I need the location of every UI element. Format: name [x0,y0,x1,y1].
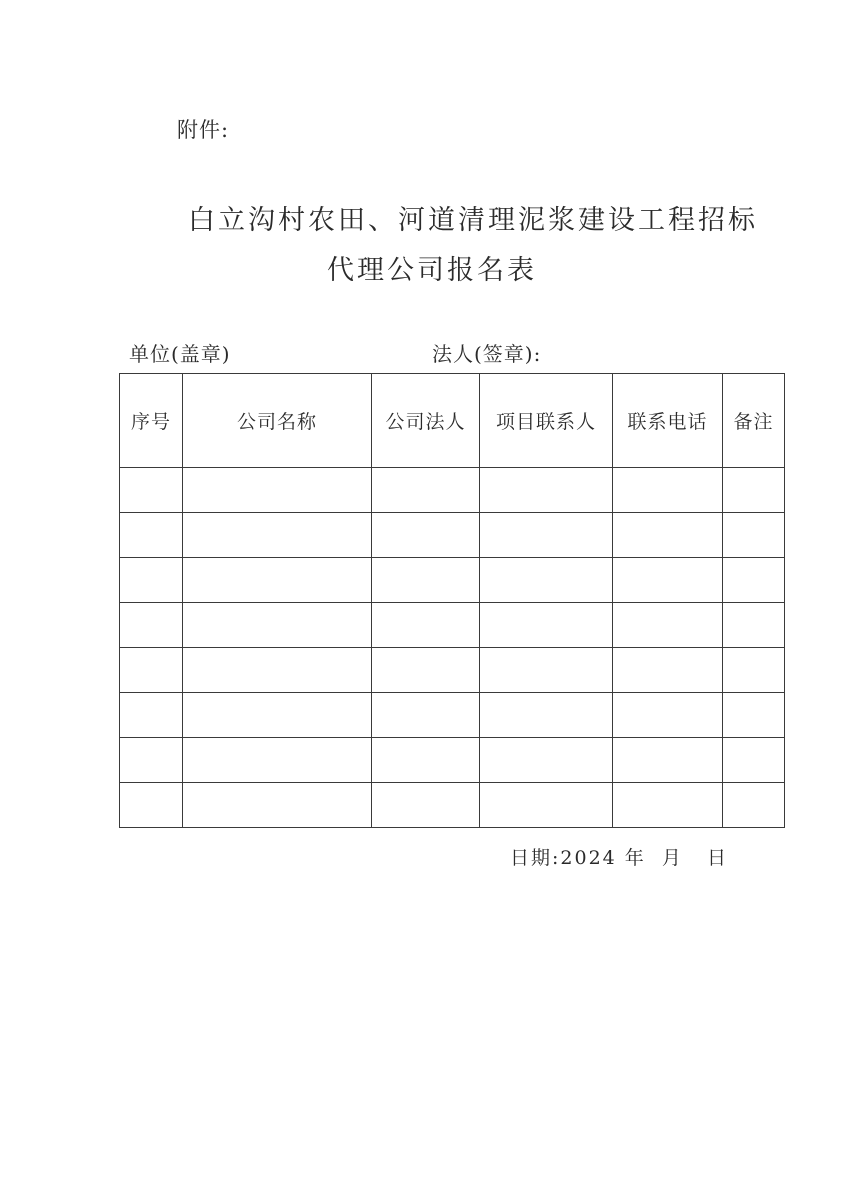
cell-project-contact[interactable] [480,558,613,603]
cell-serial-number[interactable] [120,693,183,738]
cell-project-contact[interactable] [480,468,613,513]
table-row [120,648,785,693]
cell-contact-phone[interactable] [613,513,723,558]
cell-contact-phone[interactable] [613,648,723,693]
cell-remarks[interactable] [723,558,785,603]
cell-company-name[interactable] [183,558,372,603]
cell-company-name[interactable] [183,603,372,648]
cell-serial-number[interactable] [120,603,183,648]
cell-company-name[interactable] [183,648,372,693]
cell-company-name[interactable] [183,738,372,783]
cell-remarks[interactable] [723,468,785,513]
cell-project-contact[interactable] [480,513,613,558]
header-contact-phone: 联系电话 [613,374,723,468]
cell-project-contact[interactable] [480,693,613,738]
cell-remarks[interactable] [723,738,785,783]
cell-serial-number[interactable] [120,783,183,828]
cell-project-contact[interactable] [480,738,613,783]
table-row [120,693,785,738]
cell-company-name[interactable] [183,783,372,828]
cell-contact-phone[interactable] [613,558,723,603]
cell-project-contact[interactable] [480,603,613,648]
table-row [120,783,785,828]
header-company-name: 公司名称 [183,374,372,468]
table-row [120,603,785,648]
cell-remarks[interactable] [723,648,785,693]
document-title-line2: 代理公司报名表 [327,255,537,286]
cell-remarks[interactable] [723,513,785,558]
cell-legal-representative[interactable] [372,783,480,828]
table-row [120,513,785,558]
cell-serial-number[interactable] [120,648,183,693]
cell-serial-number[interactable] [120,513,183,558]
cell-remarks[interactable] [723,603,785,648]
cell-legal-representative[interactable] [372,693,480,738]
table-row [120,468,785,513]
cell-legal-representative[interactable] [372,558,480,603]
cell-contact-phone[interactable] [613,468,723,513]
cell-contact-phone[interactable] [613,693,723,738]
registration-table [119,373,785,828]
unit-seal-label: 单位(盖章) [129,342,231,366]
document-title-line1: 白立沟村农田、河道清理泥浆建设工程招标 [188,205,758,236]
cell-serial-number[interactable] [120,468,183,513]
cell-legal-representative[interactable] [372,738,480,783]
cell-remarks[interactable] [723,693,785,738]
header-project-contact: 项目联系人 [480,374,613,468]
cell-legal-representative[interactable] [372,468,480,513]
attachment-label: 附件: [177,118,230,142]
cell-company-name[interactable] [183,693,372,738]
legal-person-signature-label: 法人(签章): [432,342,542,366]
cell-legal-representative[interactable] [372,603,480,648]
table-row [120,738,785,783]
cell-project-contact[interactable] [480,648,613,693]
cell-company-name[interactable] [183,468,372,513]
cell-remarks[interactable] [723,783,785,828]
header-legal-representative: 公司法人 [372,374,480,468]
table-row [120,558,785,603]
cell-project-contact[interactable] [480,783,613,828]
cell-contact-phone[interactable] [613,738,723,783]
table-header-row [120,374,785,468]
header-serial-number: 序号 [120,374,183,468]
cell-legal-representative[interactable] [372,513,480,558]
cell-legal-representative[interactable] [372,648,480,693]
cell-serial-number[interactable] [120,738,183,783]
cell-company-name[interactable] [183,513,372,558]
header-remarks: 备注 [723,374,785,468]
cell-serial-number[interactable] [120,558,183,603]
cell-contact-phone[interactable] [613,603,723,648]
date-line: 日期:2024 年 月 日 [510,847,728,869]
cell-contact-phone[interactable] [613,783,723,828]
